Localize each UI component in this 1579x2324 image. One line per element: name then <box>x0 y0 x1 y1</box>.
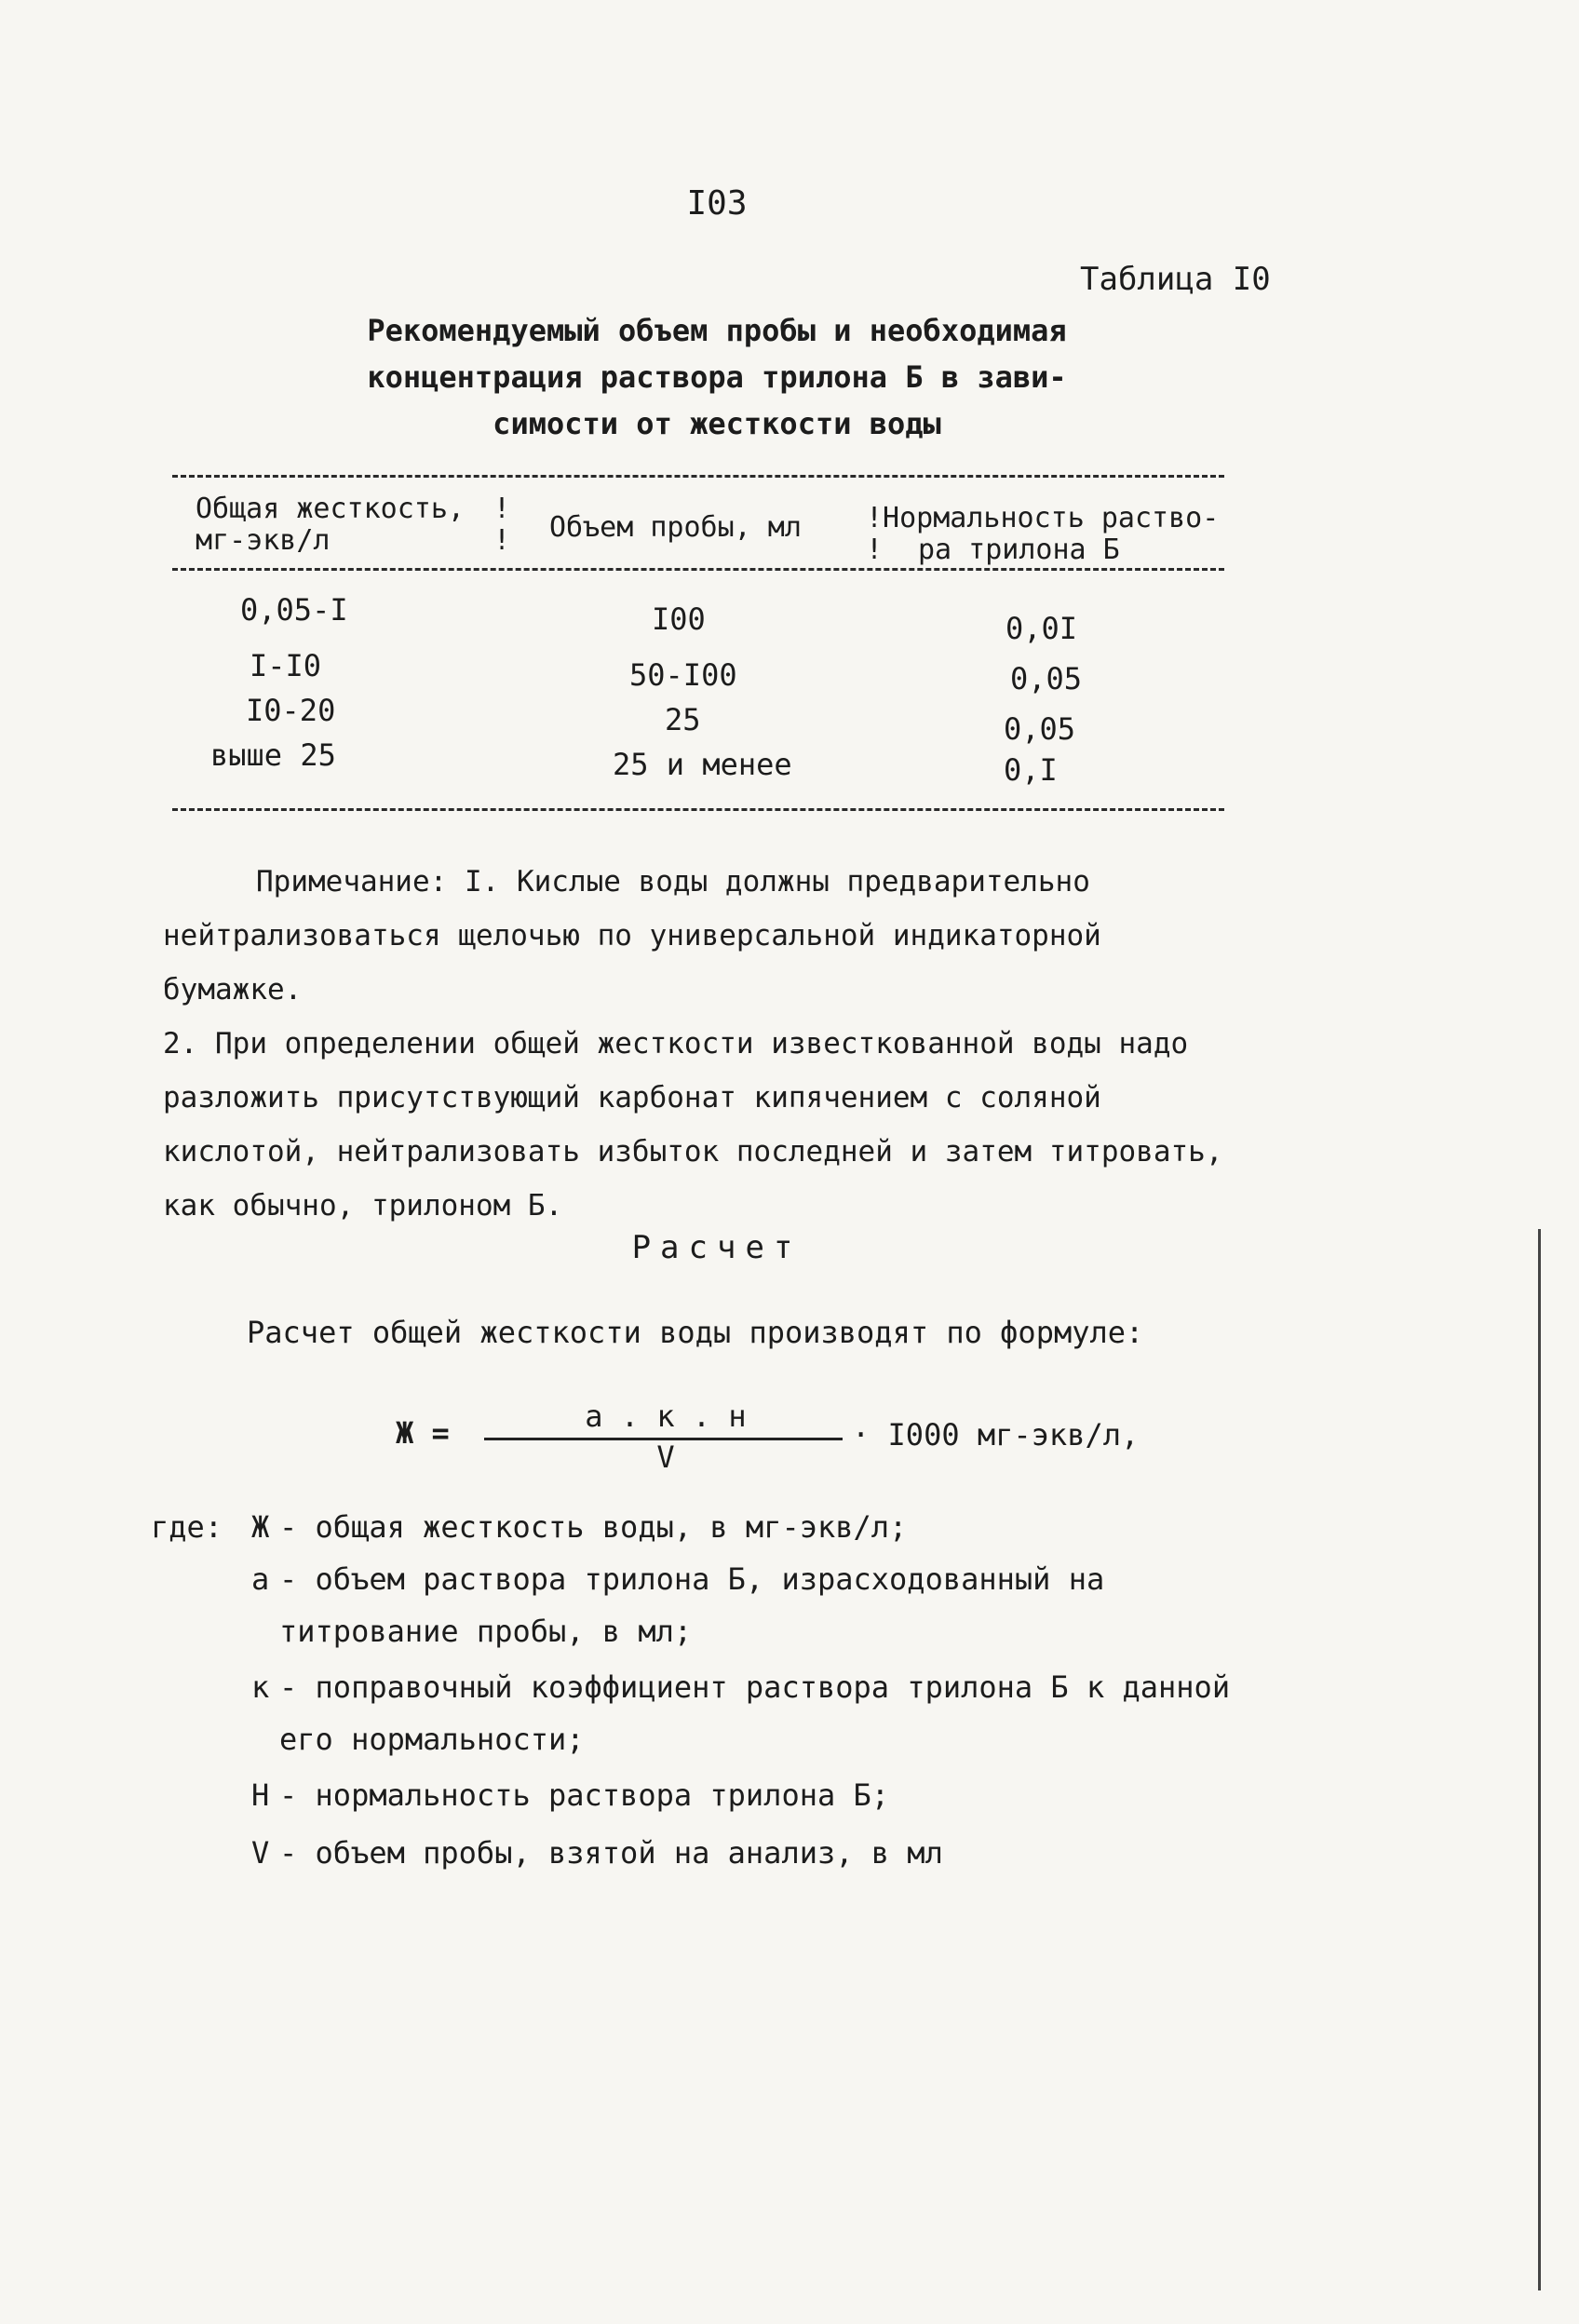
formula-intro: Расчет общей жесткости воды производят по формуле: <box>247 1315 1144 1350</box>
definition-item <box>251 1769 1257 1821</box>
definition-item <box>251 1661 1257 1765</box>
table-cell: 0,05 <box>1004 711 1076 747</box>
hardness-formula <box>396 1398 1140 1475</box>
table-cell: 25 и менее <box>613 747 792 782</box>
page-number: I03 <box>686 184 748 223</box>
definition-symbol: V <box>251 1835 270 1871</box>
section-heading: Расчет <box>631 1229 803 1266</box>
table-top-rule <box>172 475 1224 478</box>
table-cell: 0,I <box>1004 752 1058 788</box>
formula-numerator: а . к . н <box>585 1398 747 1434</box>
where-label: где: <box>151 1509 223 1545</box>
table-cell: I00 <box>652 601 706 637</box>
column-separator <box>493 493 510 557</box>
definition-item <box>251 1827 1257 1879</box>
header-hardness <box>196 493 465 557</box>
formula-denominator: V <box>656 1439 675 1475</box>
table-header-rule <box>172 568 1224 571</box>
note-block <box>163 855 1234 1233</box>
formula-rhs: · I000 мг-экв/л, <box>852 1417 1140 1452</box>
definition-item <box>251 1553 1257 1657</box>
caption-line: концентрация раствора трилона Б в зави- <box>367 359 1067 395</box>
table-caption <box>279 307 1154 447</box>
definition-item <box>251 1501 1257 1553</box>
header-normality-text: ра трилона Б <box>918 534 1120 566</box>
definition-symbol: а <box>251 1561 270 1597</box>
table-cell: выше 25 <box>210 737 336 773</box>
table-label: Таблица I0 <box>1080 261 1271 298</box>
definition-text: - объем пробы, взятой на анализ, в мл <box>279 1835 943 1871</box>
caption-line: Рекомендуемый объем пробы и необходимая <box>367 313 1067 348</box>
note-paragraph: Примечание: I. Кислые воды должны предварительно нейтрализоваться щелочью по универсальной индикаторной бумажке. <box>163 865 1101 1007</box>
table-cell: 0,0I <box>1005 611 1078 646</box>
definition-text: - поправочный коэффициент раствора трилона Б к данной его нормальности; <box>279 1669 1231 1757</box>
header-normality <box>866 503 1219 566</box>
note-paragraph: 2. При определении общей жесткости известкованной воды надо разложить присутствующий карбонат кипячением с соляной кислотой, нейтрализовать избыток последней и затем титровать, как обычно, трилоном Б. <box>163 1027 1223 1223</box>
table-cell: 0,05-I <box>240 592 348 628</box>
definition-symbol: Н <box>251 1777 270 1813</box>
definition-symbol: к <box>251 1669 270 1705</box>
header-normality-line <box>866 534 1219 566</box>
header-hardness-line: мг-экв/л <box>196 524 331 557</box>
table-cell: 50-I00 <box>629 657 737 693</box>
definition-text: - нормальность раствора трилона Б; <box>279 1777 890 1813</box>
table-cell: I-I0 <box>250 648 322 683</box>
definition-symbol: Ж <box>251 1509 270 1545</box>
table-cell: 25 <box>665 702 701 737</box>
caption-line: симости от жесткости воды <box>493 406 941 441</box>
page-edge-line <box>1538 1229 1541 2290</box>
separator-mark: ! <box>866 534 884 566</box>
header-normality-line: !Нормальность раство- <box>866 502 1220 534</box>
definition-text: - объем раствора трилона Б, израсходованный на титрование пробы, в мл; <box>279 1561 1105 1649</box>
table-cell: I0-20 <box>246 693 336 728</box>
separator-mark: ! <box>493 493 511 525</box>
header-volume: Объем пробы, мл <box>549 511 802 544</box>
table-cell: 0,05 <box>1010 661 1083 696</box>
header-hardness-line: Общая жесткость, <box>196 493 465 525</box>
table-bottom-rule <box>172 808 1224 811</box>
definition-text: - общая жесткость воды, в мг-экв/л; <box>279 1509 908 1545</box>
formula-lhs: Ж = <box>396 1415 450 1451</box>
separator-mark: ! <box>493 524 511 557</box>
